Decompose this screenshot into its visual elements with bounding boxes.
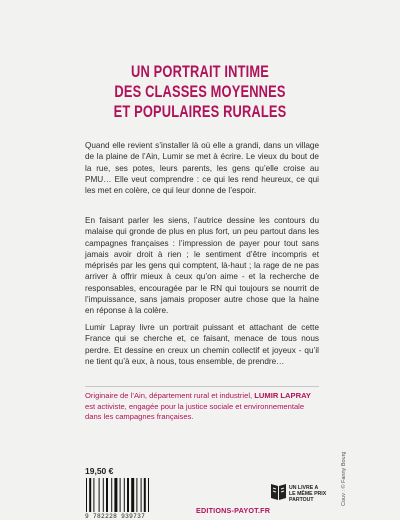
book-price-law-line-3: PARTOUT (289, 497, 314, 504)
barcode-block (85, 466, 155, 520)
price: 19,50 € (85, 466, 114, 476)
book-price-law-text (289, 485, 326, 504)
barcode-bar (148, 478, 149, 512)
barcode-bar (124, 478, 125, 512)
open-book-icon (270, 482, 287, 502)
barcode-bar (127, 478, 129, 512)
author-bio-intro: Originaire de l’Ain, département rural et industriel, (85, 391, 255, 400)
barcode-bar (86, 478, 87, 512)
barcode-bar (131, 478, 134, 512)
barcode-bar (141, 478, 142, 512)
barcode-bar (99, 478, 100, 512)
barcode-bar (93, 478, 94, 512)
barcode-bar (144, 478, 146, 512)
author-name: LUMIR LAPRAY (254, 391, 311, 400)
barcode-bar (89, 478, 91, 512)
publisher-website: EDITIONS-PAYOT.FR (196, 506, 271, 515)
barcode-bar (120, 478, 121, 512)
barcode (85, 478, 151, 512)
author-bio (85, 391, 319, 423)
cover-credit: Couv : © Fanny Bourg (341, 451, 347, 506)
barcode-bar (103, 478, 104, 512)
headline-line-1: UN PORTRAIT INTIME (131, 63, 269, 81)
book-price-law-line-1: UN LIVRE A (289, 485, 319, 491)
summary-paragraph-3: Lumir Lapray livre un portrait puissant et attachant de cette France qui se cherche et, ce faisant, menace de tous nous perdre. Et dessine en creux un chemin collectif et joyeux - qu’il ne tient qu’à eux, à nous, tous ensemble, de prendre… (85, 323, 319, 366)
barcode-bar (111, 478, 112, 512)
headline-line-3: ET POPULAIRES RURALES (113, 103, 287, 121)
summary-paragraph-2: En faisant parler les siens, l’autrice dessine les contours du malaise qui gronde de plus en plus fort, un peu partout dans les campagnes françaises : l’impression de payer pour tout sans jamais avoir droit à rien ; le sentiment d’être incompris et méprisés par les gens qui comptent, là-haut ; la rage de ne pas arriver à offrir mieux à ceux qu’on aime - et la recherche de responsables, encouragée par le RN qui toujours se nourrit de l’impuissance, sans jamais proposer autre chose que la haine en réponse à la colère. (85, 216, 319, 316)
isbn: 9 782228 939737 (85, 513, 146, 520)
summary-paragraph-1: Quand elle revient s’installer là où elle a grandi, dans un village de la plaine de l’Ain, Lumir se met à écrire. Le vieux du bout de la rue, ses potes, leurs parents, les gens qu’elle croise au PMU… Elle veut comprendre : ce qui les rend heureux, ce qui les met en colère, ce qui leur donne de l’espoir. (85, 141, 319, 196)
barcode-bar (106, 478, 108, 512)
barcode-bar (114, 478, 117, 512)
headline (44, 62, 356, 122)
divider (85, 386, 319, 387)
barcode-bar (136, 478, 137, 512)
author-bio-rest: est activiste, engagée pour la justice sociale et environnementale dans les campagnes françaises. (85, 401, 305, 422)
headline-line-2: DES CLASSES MOYENNES (114, 83, 286, 101)
book-price-law-line-2: LE MÊME PRIX (289, 491, 327, 498)
book-price-law-label (270, 482, 340, 512)
